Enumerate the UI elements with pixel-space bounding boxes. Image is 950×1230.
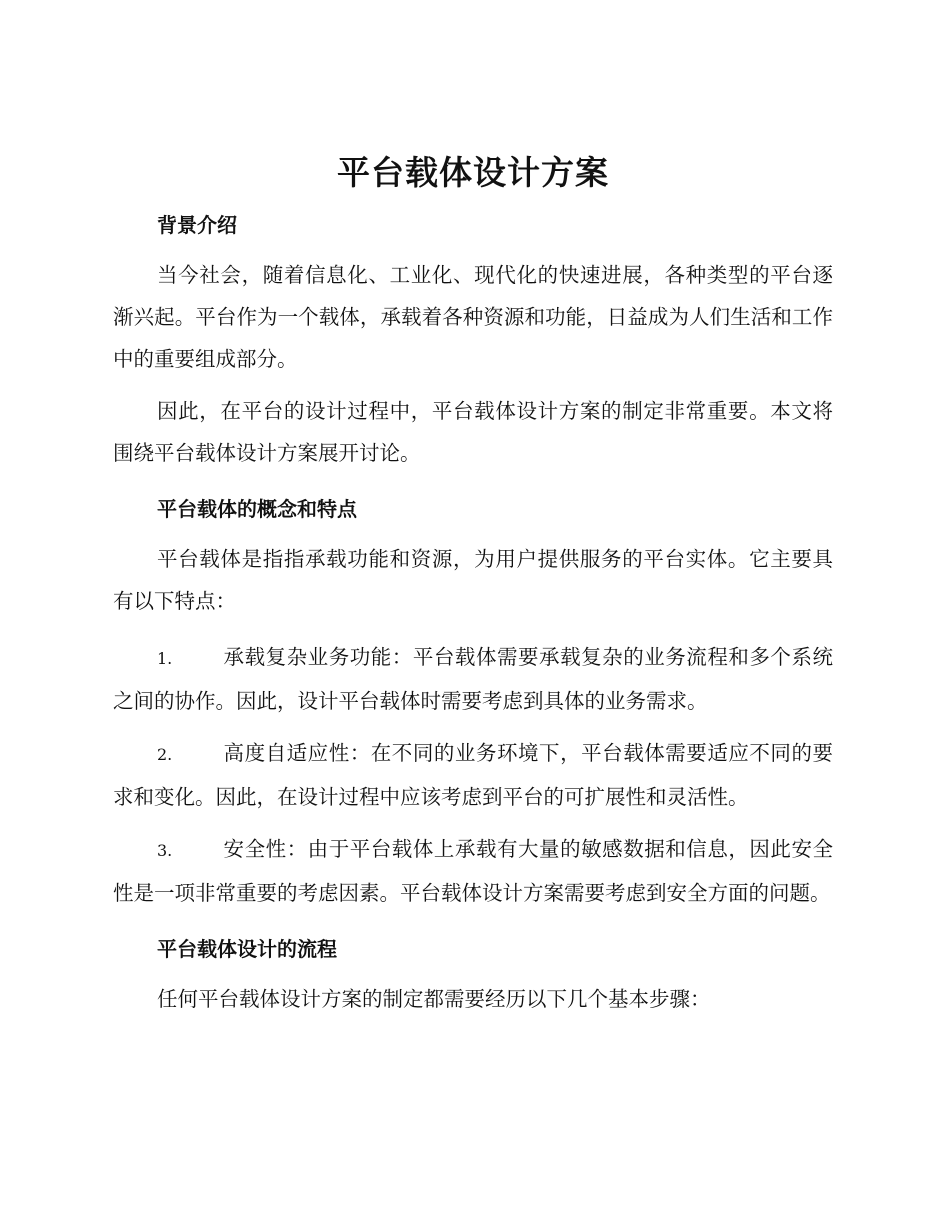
document-title: 平台载体设计方案 xyxy=(337,153,609,192)
paragraph-concept-intro: 平台载体是指指承载功能和资源，为用户提供服务的平台实体。它主要具有以下特点： xyxy=(113,547,833,613)
list-item xyxy=(113,828,833,914)
list-item xyxy=(113,636,833,722)
paragraph-background-1: 当今社会，随着信息化、工业化、现代化的快速进展，各种类型的平台逐渐兴起。平台作为一个载体，承载着各种资源和功能，日益成为人们生活和工作中的重要组成部分。 xyxy=(113,263,833,371)
list-item-number: 2. xyxy=(157,745,173,764)
list-item-number: 1. xyxy=(157,649,173,668)
list-item-text: 安全性：由于平台载体上承载有大量的敏感数据和信息，因此安全性是一项非常重要的考虑因素。平台载体设计方案需要考虑到安全方面的问题。 xyxy=(113,837,833,905)
list-item xyxy=(113,732,833,818)
feature-list xyxy=(113,636,833,914)
section-heading-background: 背景介绍 xyxy=(157,213,237,237)
list-item-text: 高度自适应性：在不同的业务环境下，平台载体需要适应不同的要求和变化。因此，在设计过程中应该考虑到平台的可扩展性和灵活性。 xyxy=(113,741,833,809)
section-heading-process: 平台载体设计的流程 xyxy=(157,937,337,961)
document-body xyxy=(113,146,833,1020)
paragraph-background-2: 因此，在平台的设计过程中，平台载体设计方案的制定非常重要。本文将围绕平台载体设计方案展开讨论。 xyxy=(113,399,833,465)
list-item-text: 承载复杂业务功能：平台载体需要承载复杂的业务流程和多个系统之间的协作。因此，设计平台载体时需要考虑到具体的业务需求。 xyxy=(113,645,833,713)
section-heading-concept: 平台载体的概念和特点 xyxy=(157,497,357,521)
list-item-number: 3. xyxy=(157,841,173,860)
paragraph-process-intro: 任何平台载体设计方案的制定都需要经历以下几个基本步骤： xyxy=(157,987,711,1011)
